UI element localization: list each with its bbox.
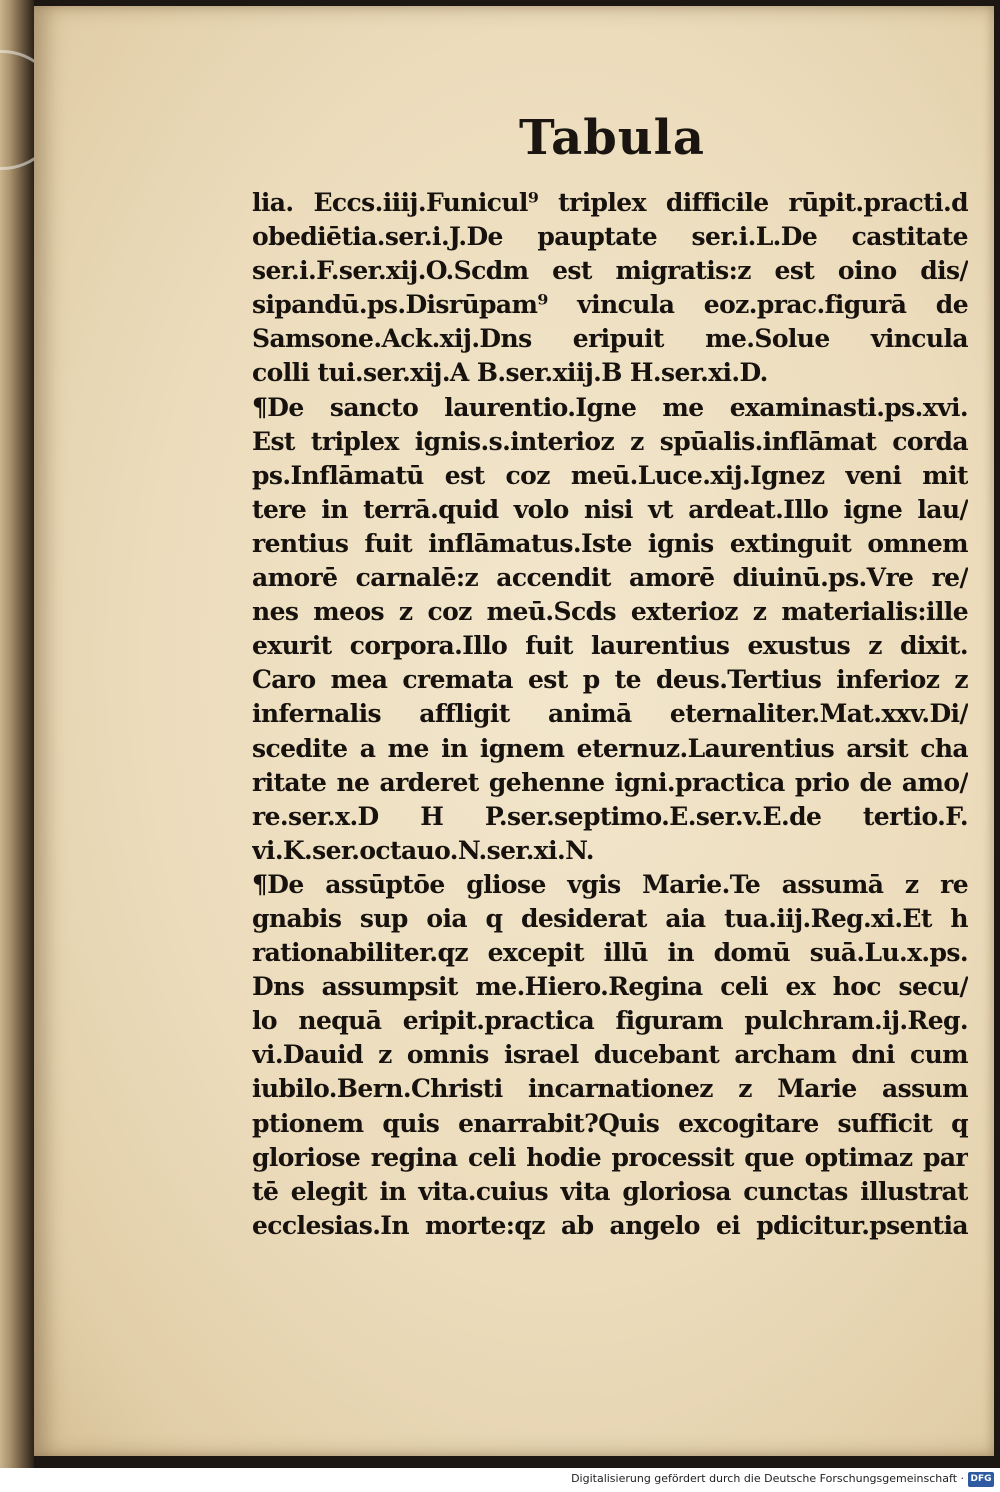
- text-line: amorē carnalē:z accendit amorē diuinū.ps.Vre re/: [252, 563, 968, 593]
- text-line: Samsone.Ack.xij.Dns eripuit me.Solue vincula: [252, 324, 968, 354]
- text-line: sipandū.ps.Disrūpam⁹ vincula eoz.prac.figurā de: [252, 290, 968, 320]
- text-line: Caro mea cremata est p te deus.Tertius inferioz z: [252, 665, 968, 695]
- text-line: ps.Inflāmatū est coz meū.Luce.xij.Ignez veni mit: [252, 460, 968, 490]
- text-block: [252, 186, 968, 1243]
- text-line: rationabiliter.qz excepit illū in domū suā.Lu.x.ps.: [252, 938, 968, 968]
- text-line: vi.Dauid z omnis israel ducebant archam dni cum: [252, 1040, 968, 1070]
- page-title: Tabula: [518, 110, 706, 166]
- text-line: ser.i.F.ser.xij.O.Scdm est migratis:z est oino dis/: [252, 256, 968, 286]
- facing-page-edge: [0, 0, 34, 1468]
- text-line: gnabis sup oia q desiderat aia tua.iij.Reg.xi.Et h: [252, 903, 968, 933]
- text-line: iubilo.Bern.Christi incarnationez z Marie assum: [252, 1074, 968, 1104]
- text-line: tere in terrā.quid volo nisi vt ardeat.Illo igne lau/: [252, 494, 968, 524]
- credit-bar: [0, 1468, 1000, 1492]
- text-line: tē elegit in vita.cuius vita gloriosa cunctas illustrat: [252, 1176, 968, 1206]
- text-line: lo nequā eripit.practica figuram pulchram.ij.Reg.: [252, 1006, 968, 1036]
- text-line: ¶De sancto laurentio.Igne me examinasti.ps.xvi.: [252, 392, 968, 422]
- text-line: colli tui.ser.xij.A B.ser.xiij.B H.ser.xi.D.: [252, 358, 768, 388]
- text-line: ptionem quis enarrabit?Quis excogitare sufficit q: [252, 1108, 968, 1138]
- book-page: [34, 6, 994, 1456]
- text-line: Est triplex ignis.s.interioz z spūalis.inflāmat corda: [252, 426, 968, 456]
- text-line: gloriose regina celi hodie processit que optimaz par: [252, 1142, 968, 1172]
- text-line: vi.K.ser.octauo.N.ser.xi.N.: [252, 835, 594, 865]
- text-line: ritate ne arderet gehenne igni.practica prio de amo/: [252, 767, 968, 797]
- dfg-logo: DFG: [968, 1472, 994, 1487]
- funding-credit: Digitalisierung gefördert durch die Deutsche Forschungsgemeinschaft ·: [571, 1472, 964, 1485]
- text-line: exurit corpora.Illo fuit laurentius exustus z dixit.: [252, 631, 968, 661]
- text-line: rentius fuit inflāmatus.Iste ignis extinguit omnem: [252, 528, 968, 558]
- text-line: nes meos z coz meū.Scds exterioz z materialis:ille: [252, 597, 968, 627]
- text-line: Dns assumpsit me.Hiero.Regina celi ex hoc secu/: [252, 972, 968, 1002]
- text-line: infernalis affligit animā eternaliter.Mat.xxv.Di/: [252, 699, 968, 729]
- text-line: ¶De assūptōe gliose vgis Marie.Te assumā z re: [252, 869, 968, 899]
- text-line: lia. Eccs.iiij.Funicul⁹ triplex difficile rūpit.practi.d: [252, 188, 968, 217]
- text-line: ecclesias.In morte:qz ab angelo ei pdicitur.psentia: [252, 1210, 968, 1240]
- text-line: re.ser.x.D H P.ser.septimo.E.ser.v.E.de tertio.F.: [252, 801, 968, 831]
- text-line: obediētia.ser.i.J.De pauptate ser.i.L.De castitate: [252, 222, 968, 252]
- text-line: scedite a me in ignem eternuz.Laurentius arsit cha: [252, 733, 968, 763]
